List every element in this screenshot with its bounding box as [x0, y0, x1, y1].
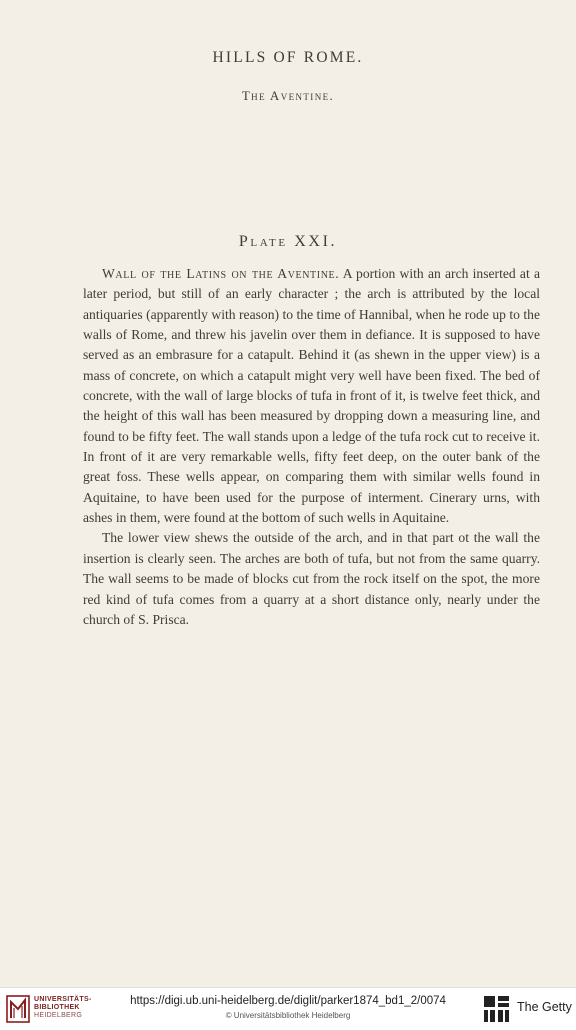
paragraph-1-lead: Wall of the Latins on the Aventine. — [102, 266, 340, 281]
running-head: HILLS OF ROME. — [212, 49, 364, 66]
paragraph-1 — [83, 264, 540, 528]
library-name[interactable] — [34, 996, 92, 1020]
library-name-line1: UNIVERSITÄTS- — [34, 996, 92, 1003]
ub-heidelberg-logo-icon[interactable] — [6, 994, 32, 1024]
library-name-line2: BIBLIOTHEK — [34, 1004, 80, 1011]
section-subhead: The Aventine. — [241, 88, 335, 103]
viewer-footer — [0, 987, 576, 1030]
getty-logo-icon[interactable] — [483, 995, 511, 1023]
paragraph-2: The lower view shews the outside of the arch, and in that part ot the wall the insertion is clearly seen. The arches are both of tufa, but not from the same quarry. The wall seems to be made of blocks cut from the rock itself on the spot, the more red kind of tufa comes from a quarry at a short distance only, nearly under the church of S. Prisca. — [83, 530, 540, 627]
paragraph-1-text: A portion with an arch inserted at a later period, but still of an early character ; the arch is attributed by the local antiquaries (apparently with reason) to the time of Hannibal, when he rode up to the walls of Rome, and threw his javelin over them in defiance. It is supposed to have served as an embrasure for a catapult. Behind it (as shewn in the upper view) is a mass of concrete, on which a catapult might very well have been fixed. The bed of concrete, with the wall of large blocks of tufa in front of it, is twelve feet thick, and the height of this wall has been measured by dropping down a measuring line, and found to be fifty feet. The wall stands upon a ledge of the tufa rock cut to receive it. In front of it are very remarkable wells, fifty feet deep, on the outer bank of the great foss. These wells appear, on comparing them with similar wells found in Aquitaine, to have been used for the purpose of interment. Cinerary urns, with ashes in them, were found at the bottom of such wells in Aquitaine. — [83, 266, 540, 526]
getty-label[interactable]: The Getty — [517, 1000, 572, 1014]
copyright-notice: © Universitätsbibliothek Heidelberg — [225, 1011, 351, 1020]
plate-title: Plate XXI. — [238, 233, 338, 250]
body-text — [83, 264, 540, 630]
permalink-url[interactable]: https://digi.ub.uni-heidelberg.de/diglit/parker1874_bd1_2/0074 — [130, 995, 446, 1007]
library-name-line3: HEIDELBERG — [34, 1012, 83, 1019]
